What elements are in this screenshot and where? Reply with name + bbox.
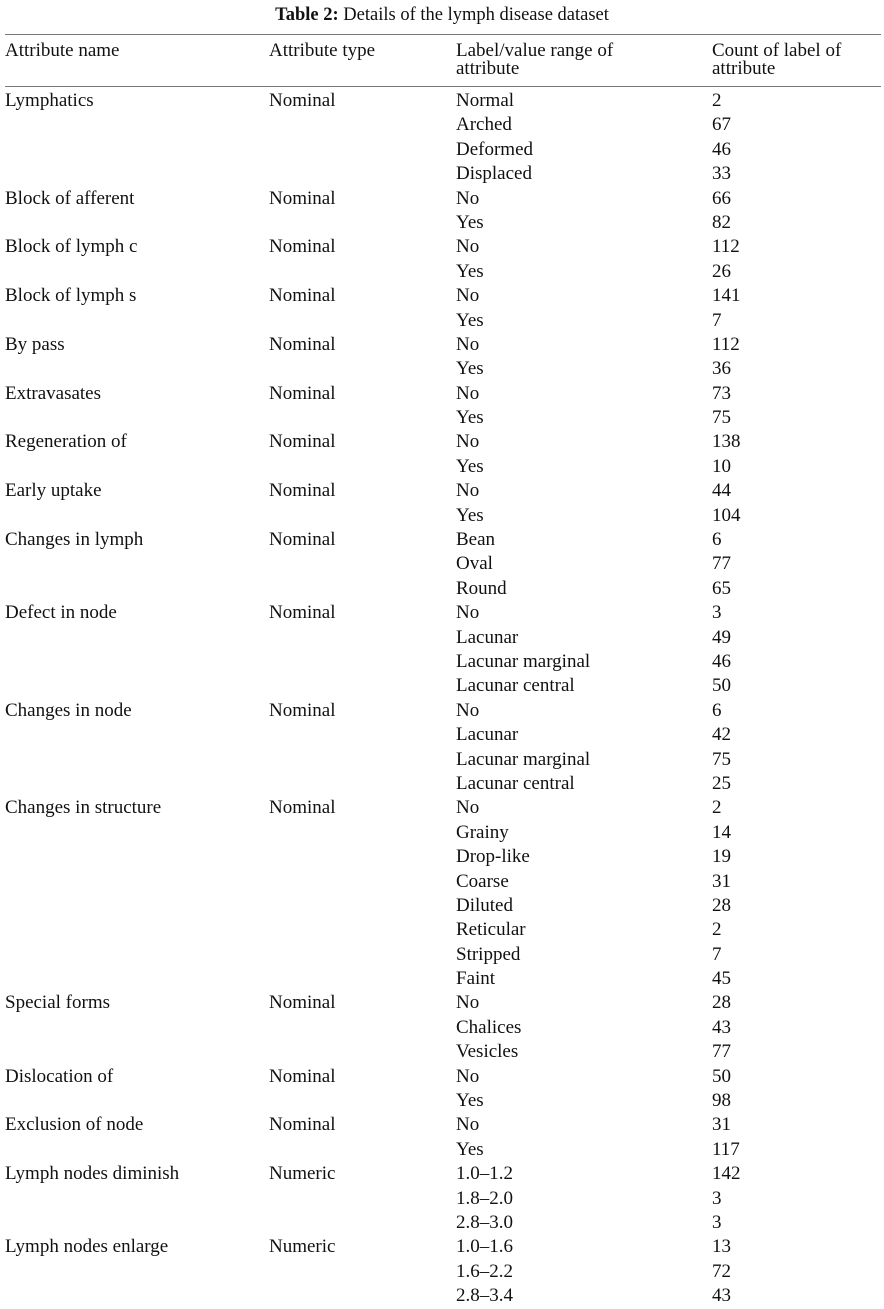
count-cell: 98 [712, 1090, 731, 1112]
count-cell: 6 [712, 529, 722, 551]
attribute-name-cell: Lymphatics [5, 90, 94, 111]
table-row [0, 943, 884, 967]
label-value-cell: Lacunar central [456, 772, 575, 794]
table-row [0, 357, 884, 381]
count-cell: 77 [712, 553, 731, 575]
label-value-cell: Diluted [456, 894, 513, 916]
label-value-cell: No [456, 480, 480, 502]
table-row [0, 723, 884, 747]
label-value-cell: 2.8–3.4 [456, 1285, 513, 1307]
table-row [0, 1162, 884, 1186]
attribute-type-cell: Nominal [269, 797, 336, 819]
attribute-name-cell: Early uptake [5, 480, 102, 502]
label-value-cell: No [456, 431, 480, 453]
table-row [0, 894, 884, 918]
table-row [0, 870, 884, 894]
count-cell: 3 [712, 1187, 722, 1209]
table-row [0, 284, 884, 308]
count-cell: 75 [712, 407, 731, 429]
table-row [0, 1187, 884, 1211]
count-cell: 43 [712, 1016, 731, 1038]
attribute-name-cell: Changes in lymph [5, 529, 144, 551]
attribute-type-cell: Nominal [269, 431, 336, 453]
table-row [0, 626, 884, 650]
count-cell: 67 [712, 114, 731, 136]
label-value-cell: Drop-like [456, 846, 530, 868]
label-value-cell: 1.0–1.6 [456, 1236, 513, 1258]
table-row [0, 1235, 884, 1259]
table-row [0, 430, 884, 454]
table-row [0, 309, 884, 333]
table-row [0, 260, 884, 284]
attribute-type-cell: Nominal [269, 187, 336, 209]
count-cell: 117 [712, 1138, 740, 1160]
attribute-name-cell: Regeneration of [5, 431, 127, 453]
attribute-name-cell: Block of lymph s [5, 285, 137, 307]
label-value-cell: Yes [456, 407, 484, 429]
table-row [0, 967, 884, 991]
label-value-cell: No [456, 285, 480, 307]
count-cell: 31 [712, 870, 731, 892]
label-value-cell: No [456, 797, 480, 819]
label-value-cell: Bean [456, 529, 496, 551]
attribute-name-cell: Lymph nodes enlarge [5, 1236, 169, 1258]
table-row [0, 455, 884, 479]
attribute-name-cell: Dislocation of [5, 1065, 114, 1087]
attribute-type-cell: Nominal [269, 1065, 336, 1087]
count-cell: 65 [712, 577, 731, 599]
count-cell: 13 [712, 1236, 731, 1258]
table-row [0, 1211, 884, 1235]
count-cell: 25 [712, 772, 731, 794]
count-cell: 112 [712, 236, 740, 258]
table-row [0, 748, 884, 772]
count-cell: 46 [712, 138, 731, 160]
count-cell: 142 [712, 1163, 741, 1185]
attribute-name-cell: Block of afferent [5, 187, 135, 209]
attribute-type-cell: Numeric [269, 1236, 336, 1258]
label-value-cell: Coarse [456, 870, 509, 892]
table-row [0, 1040, 884, 1064]
table-row [0, 333, 884, 357]
count-cell: 72 [712, 1260, 731, 1282]
label-value-cell: Grainy [456, 821, 509, 843]
count-cell: 82 [712, 211, 731, 233]
count-cell: 2 [712, 919, 722, 941]
table-row [0, 845, 884, 869]
label-value-cell: Stripped [456, 943, 521, 965]
caption-text: Details of the lymph disease dataset [343, 5, 609, 25]
label-value-cell: No [456, 1065, 480, 1087]
header-rule [5, 86, 881, 87]
label-value-cell: Reticular [456, 919, 526, 941]
label-value-cell: Round [456, 577, 507, 599]
attribute-name-cell: Changes in structure [5, 797, 162, 819]
attribute-name-cell: Extravasates [5, 382, 102, 404]
label-value-cell: No [456, 333, 480, 355]
count-cell: 50 [712, 675, 731, 697]
table-row [0, 699, 884, 723]
count-cell: 138 [712, 431, 741, 453]
table-row [0, 406, 884, 430]
table-row [0, 211, 884, 235]
table-row [0, 552, 884, 576]
table-row [0, 918, 884, 942]
table-row [0, 650, 884, 674]
attribute-type-cell: Nominal [269, 480, 336, 502]
attribute-type-cell: Numeric [269, 1163, 336, 1185]
count-cell: 77 [712, 1041, 731, 1063]
label-value-cell: No [456, 992, 480, 1014]
table-row [0, 528, 884, 552]
attribute-type-cell: Nominal [269, 1114, 336, 1136]
label-value-cell: Yes [456, 1138, 484, 1160]
count-cell: 7 [712, 943, 722, 965]
attribute-type-cell: Nominal [269, 285, 336, 307]
count-cell: 19 [712, 846, 731, 868]
label-value-cell: No [456, 187, 480, 209]
table-row [0, 991, 884, 1015]
count-cell: 66 [712, 187, 731, 209]
count-cell: 43 [712, 1285, 731, 1307]
label-value-cell: Deformed [456, 138, 534, 160]
count-cell: 36 [712, 358, 731, 380]
count-cell: 73 [712, 382, 731, 404]
count-cell: 28 [712, 992, 731, 1014]
count-cell: 10 [712, 455, 731, 477]
table-body [0, 89, 884, 1309]
label-value-cell: Yes [456, 1090, 484, 1112]
label-value-cell: 2.8–3.0 [456, 1211, 513, 1233]
label-value-cell: 1.6–2.2 [456, 1260, 513, 1282]
count-cell: 44 [712, 480, 731, 502]
table-row [0, 1089, 884, 1113]
label-value-cell: Oval [456, 553, 493, 575]
table-caption [0, 3, 884, 27]
label-value-cell: 1.0–1.2 [456, 1163, 513, 1185]
count-cell: 49 [712, 626, 731, 648]
table-row [0, 1138, 884, 1162]
attribute-name-cell: Exclusion of node [5, 1114, 144, 1136]
label-value-cell: Vesicles [456, 1041, 519, 1063]
header-attribute-type: Attribute type [269, 40, 376, 61]
count-cell: 7 [712, 309, 722, 331]
attribute-name-cell: By pass [5, 333, 65, 355]
label-value-cell: Arched [456, 114, 512, 136]
attribute-name-cell: Special forms [5, 992, 111, 1014]
header-label-range: Label/value range of attribute [456, 40, 614, 79]
label-value-cell: No [456, 699, 480, 721]
header-count: Count of label of attribute [712, 40, 842, 79]
label-value-cell: Lacunar [456, 626, 519, 648]
count-cell: 26 [712, 260, 731, 282]
count-cell: 28 [712, 894, 731, 916]
header-attribute-name: Attribute name [5, 40, 120, 61]
attribute-name-cell: Lymph nodes diminish [5, 1163, 180, 1185]
count-cell: 3 [712, 1211, 722, 1233]
count-cell: 104 [712, 504, 741, 526]
label-value-cell: No [456, 1114, 480, 1136]
count-cell: 112 [712, 333, 740, 355]
label-value-cell: 1.8–2.0 [456, 1187, 513, 1209]
table-row [0, 796, 884, 820]
count-cell: 46 [712, 650, 731, 672]
label-value-cell: Lacunar central [456, 675, 575, 697]
count-cell: 45 [712, 968, 731, 990]
attribute-name-cell: Defect in node [5, 602, 117, 624]
label-value-cell: No [456, 382, 480, 404]
label-value-cell: No [456, 236, 480, 258]
label-value-cell: Yes [456, 309, 484, 331]
count-cell: 14 [712, 821, 731, 843]
table-row [0, 1113, 884, 1137]
top-rule [5, 34, 881, 35]
attribute-type-cell: Nominal [269, 699, 336, 721]
table-row [0, 1065, 884, 1089]
table-row [0, 382, 884, 406]
table-row [0, 821, 884, 845]
label-value-cell: Yes [456, 504, 484, 526]
caption-label: Table 2: [275, 5, 339, 25]
label-value-cell: Lacunar marginal [456, 748, 591, 770]
count-cell: 75 [712, 748, 731, 770]
label-value-cell: Yes [456, 358, 484, 380]
attribute-type-cell: Nominal [269, 236, 336, 258]
label-value-cell: Normal [456, 90, 515, 111]
count-cell: 3 [712, 602, 722, 624]
table-row [0, 601, 884, 625]
count-cell: 2 [712, 797, 722, 819]
count-cell: 31 [712, 1114, 731, 1136]
attribute-type-cell: Nominal [269, 992, 336, 1014]
table-row [0, 504, 884, 528]
label-value-cell: Displaced [456, 163, 532, 185]
count-cell: 33 [712, 163, 731, 185]
count-cell: 42 [712, 724, 731, 746]
table-row [0, 187, 884, 211]
attribute-type-cell: Nominal [269, 333, 336, 355]
label-value-cell: Yes [456, 211, 484, 233]
count-cell: 6 [712, 699, 722, 721]
label-value-cell: Lacunar [456, 724, 519, 746]
count-cell: 2 [712, 90, 722, 111]
label-value-cell: No [456, 602, 480, 624]
count-cell: 141 [712, 285, 741, 307]
table-row [0, 1016, 884, 1040]
attribute-name-cell: Block of lymph c [5, 236, 138, 258]
table-row [0, 235, 884, 259]
count-cell: 50 [712, 1065, 731, 1087]
table-row [0, 89, 884, 113]
table-row [0, 772, 884, 796]
table-row [0, 1284, 884, 1308]
table-row [0, 577, 884, 601]
table-row [0, 479, 884, 503]
label-value-cell: Yes [456, 260, 484, 282]
label-value-cell: Faint [456, 968, 496, 990]
attribute-type-cell: Nominal [269, 529, 336, 551]
attribute-type-cell: Nominal [269, 90, 336, 111]
label-value-cell: Chalices [456, 1016, 522, 1038]
attribute-name-cell: Changes in node [5, 699, 132, 721]
table-row [0, 113, 884, 137]
table-row [0, 138, 884, 162]
table-row [0, 674, 884, 698]
attribute-type-cell: Nominal [269, 382, 336, 404]
label-value-cell: Lacunar marginal [456, 650, 591, 672]
attribute-type-cell: Nominal [269, 602, 336, 624]
table-row [0, 162, 884, 186]
table-row [0, 1260, 884, 1284]
label-value-cell: Yes [456, 455, 484, 477]
